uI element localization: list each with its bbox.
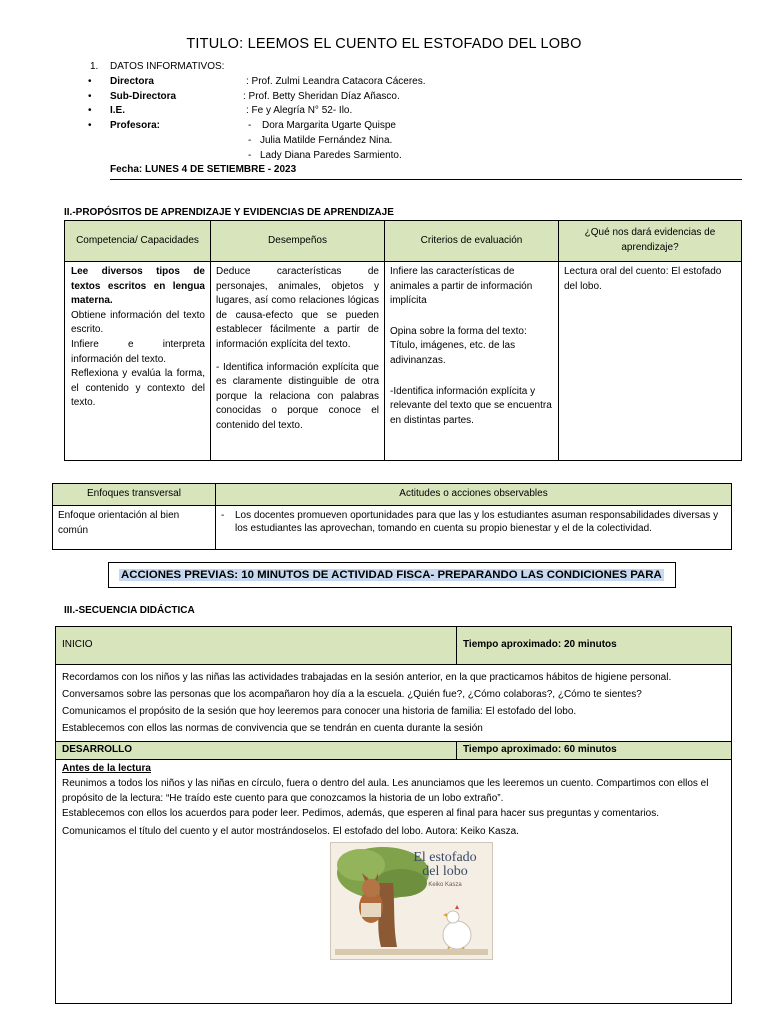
bullet: • <box>88 120 92 132</box>
actitud-text: Los docentes promueven oportunidades para que las y los estudiantes asuman responsabilidades diversas y los estudiantes las aprovechan, tomando en cuenta su propio bienestar y el de la colectividad. <box>235 510 719 535</box>
book-title-line: El estofado <box>413 850 477 865</box>
profesora-name: Lady Diana Paredes Sarmiento. <box>260 149 402 161</box>
inicio-item: Establecemos con ellos las normas de convivencia que se tendrán en cuenta durante la sesión <box>62 723 483 734</box>
book-title-line: del lobo <box>422 864 468 879</box>
enfoque-cell: Enfoque orientación al bien común <box>53 506 216 550</box>
bullet: • <box>88 90 92 102</box>
criterio: Infiere las características de animales a partir de información implícita <box>390 266 533 307</box>
profesora-label: Profesora: <box>110 120 161 132</box>
header-enfoque: Enfoques transversal <box>53 484 216 506</box>
desarrollo-item: Reunimos a todos los niños y las niñas en círculo, fuera o dentro del aula. Les anunciamos que les leeremos un cuento. Compartimos con ellos el propósito de la lectura: “He traído este cuento para que conozcamos la historia de un lobo extraño”. <box>62 778 709 804</box>
subdirectora-value: : Prof. Betty Sheridan Díaz Añasco. <box>243 90 400 102</box>
bullet: • <box>88 105 92 117</box>
actitud-cell <box>216 506 732 550</box>
dash: - <box>221 510 225 521</box>
desarrollo-item: Comunicamos el título del cuento y el autor mostrándoselos. El estofado del lobo. Autora: Keiko Kasza. <box>62 825 519 837</box>
ie-value: : Fe y Alegría N° 52- Ilo. <box>246 105 353 117</box>
datos-heading: DATOS INFORMATIVOS: <box>110 61 225 72</box>
header-criterios: Criterios de evaluación <box>385 221 559 262</box>
profesora-name: Dora Margarita Ugarte Quispe <box>262 120 396 132</box>
book-cover-illustration <box>331 843 492 959</box>
inicio-content <box>56 665 732 742</box>
capacidad: Obtiene información del texto escrito. <box>71 309 205 336</box>
subdirectora-label: Sub-Directora <box>110 90 177 102</box>
page-title: TITULO: LEEMOS EL CUENTO EL ESTOFADO DEL LOBO <box>186 36 582 52</box>
competencia-cell <box>65 262 211 461</box>
criterio: Opina sobre la forma del texto: Título, imágenes, etc. de las adivinanzas. <box>390 325 527 366</box>
header-evidencias: ¿Qué nos dará evidencias de aprendizaje? <box>559 221 742 262</box>
capacidad: Reflexiona y evalúa la forma, el contenido y contexto del texto. <box>71 368 205 409</box>
acciones-previas-box <box>108 562 676 588</box>
fecha: Fecha: LUNES 4 DE SETIEMBRE - 2023 <box>110 164 297 175</box>
header-desempenos: Desempeños <box>211 221 385 262</box>
profesora-name: Julia Matilde Fernández Nina. <box>260 134 393 146</box>
desempeno: Deduce características de personajes, animales, objetos y lugares, así como relaciones lógicas de causa-efecto que se pueden establecer fácilmente a partir de información explícita del texto. <box>216 266 379 350</box>
dash: - <box>248 134 252 146</box>
list-number: 1. <box>90 61 99 72</box>
dash: - <box>248 120 252 132</box>
competencia-text: Lee diversos tipos de textos escritos en lengua materna. <box>71 266 205 307</box>
acciones-previas-text: ACCIONES PREVIAS: 10 MINUTOS DE ACTIVIDAD FISCA- PREPARANDO LAS CONDICIONES PARA <box>121 569 662 581</box>
inicio-item: Comunicamos el propósito de la sesión que hoy leeremos para conocer una historia de familia: El estofado del lobo. <box>62 706 577 717</box>
ie-label: I.E. <box>110 105 126 117</box>
inicio-label: INICIO <box>56 627 457 665</box>
inicio-item: Recordamos con los niños y las niñas las actividades trabajadas en la sesión anterior, en la que practicamos hábitos de higiene personal. <box>62 672 672 683</box>
inicio-tiempo: Tiempo aproximado: 20 minutos <box>457 627 732 665</box>
bullet: • <box>88 75 92 87</box>
directora-value: : Prof. Zulmi Leandra Catacora Cáceres. <box>246 75 426 87</box>
capacidad: Infiere e interpreta información del texto. <box>71 338 205 365</box>
directora-label: Directora <box>110 75 154 87</box>
desarrollo-item: Establecemos con ellos los acuerdos para poder leer. Pedimos, además, que esperen al final para hacer sus preguntas y comentarios. <box>62 808 660 820</box>
desempenos-cell <box>211 262 385 461</box>
book-cover-image <box>330 842 493 960</box>
inicio-item: Conversamos sobre las personas que los acompañaron hoy día a la escuela. ¿Quién fue?, ¿Cómo colaboras?, ¿Cómo te sientes? <box>62 689 642 700</box>
desarrollo-label: DESARROLLO <box>56 742 457 760</box>
book-author: Keiko Kasza <box>428 882 462 888</box>
enfoques-table <box>52 483 732 550</box>
criterios-cell <box>385 262 559 461</box>
divider <box>110 179 742 180</box>
evidencia-cell: Lectura oral del cuento: El estofado del lobo. <box>559 262 742 461</box>
criterio: -Identifica información explícita y relevante del texto que se encuentra en distintas partes. <box>390 385 552 426</box>
header-competencia: Competencia/ Capacidades <box>65 221 211 262</box>
desempeno: - Identifica información explícita que es claramente distinguible de otra porque la relaciona con palabras conocidas o porque conoce el contenido del texto. <box>216 361 379 431</box>
propositos-table <box>64 220 742 461</box>
desarrollo-tiempo: Tiempo aproximado: 60 minutos <box>457 742 732 760</box>
section-heading-propositos: II.-PROPÓSITOS DE APRENDIZAJE Y EVIDENCIAS DE APRENDIZAJE <box>64 207 394 218</box>
dash: - <box>248 149 252 161</box>
section-heading-secuencia: III.-SECUENCIA DIDÁCTICA <box>64 605 195 616</box>
header-actitudes: Actitudes o acciones observables <box>216 484 732 506</box>
antes-lectura-heading: Antes de la lectura <box>62 762 151 774</box>
